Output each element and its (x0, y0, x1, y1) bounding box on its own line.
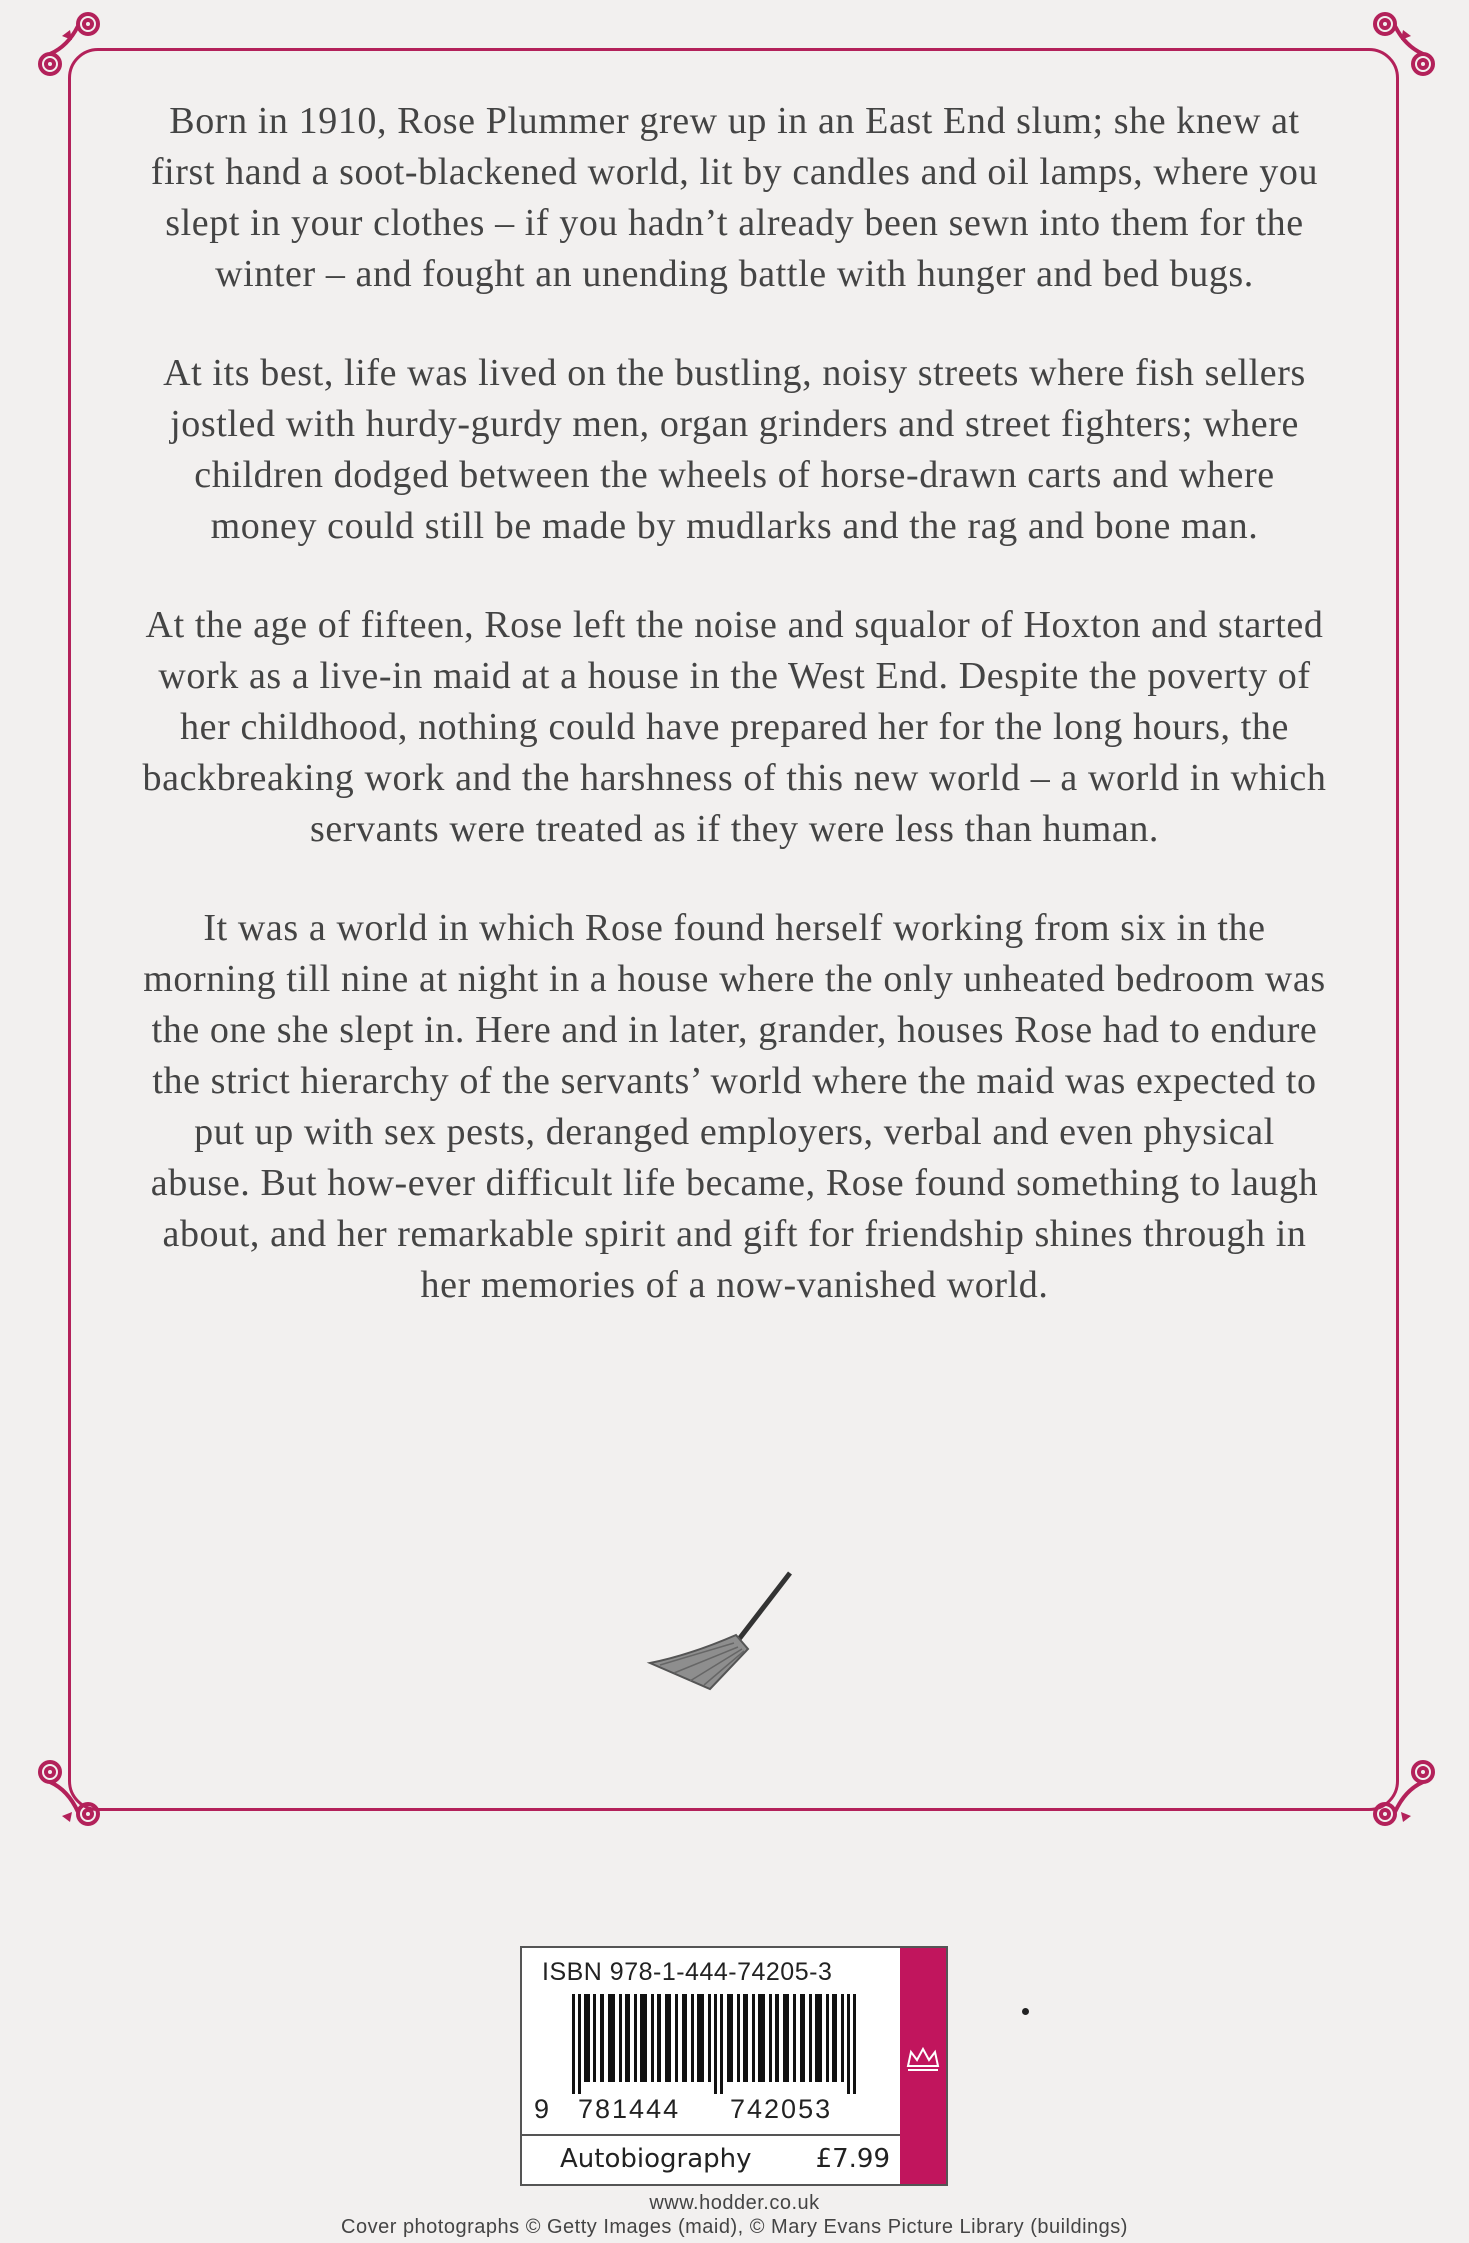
blurb-text (140, 96, 1329, 1359)
flourish-corner-icon (1335, 6, 1445, 116)
price-label: £7.99 (815, 2144, 890, 2174)
stray-dot (1022, 2008, 1029, 2015)
isbn-label: ISBN 978-1-444-74205-3 (542, 1958, 833, 1986)
flourish-corner-icon (28, 6, 138, 116)
barcode-digit-first: 9 (534, 2094, 552, 2124)
publisher-website: www.hodder.co.uk (649, 2192, 820, 2214)
blurb-paragraph: At its best, life was lived on the bustling, noisy streets where fish sellers jostled with hurdy-gurdy men, organ grinders and street fighters; where children dodged between the wheels of horse-drawn carts and where money could still be made by mudlarks and the rag and bone man. (163, 352, 1306, 547)
flourish-corner-icon (28, 1740, 138, 1850)
crown-icon (905, 2044, 941, 2074)
blurb-paragraph: Born in 1910, Rose Plummer grew up in an East End slum; she knew at first hand a soot-blackened world, lit by candles and oil lamps, where you slept in your clothes – if you hadn’t already been sewn into them for the winter – and fought an unending battle with hunger and bed bugs. (150, 100, 1319, 295)
genre-label: Autobiography (560, 2144, 752, 2174)
barcode-digits-right: 742053 (730, 2094, 833, 2124)
barcode-icon (572, 1994, 862, 2094)
broom-icon (640, 1565, 800, 1695)
publisher-strip (900, 1948, 946, 2184)
flourish-corner-icon (1335, 1740, 1445, 1850)
photo-credits: Cover photographs © Getty Images (maid), © Mary Evans Picture Library (buildings) (341, 2216, 1128, 2238)
barcode-digits-left: 781444 (578, 2094, 681, 2124)
barcode-panel (520, 1946, 948, 2186)
blurb-paragraph: At the age of fifteen, Rose left the noise and squalor of Hoxton and started work as a live-in maid at a house in the West End. Despite the poverty of her childhood, nothing could have prepared her for the long hours, the backbreaking work and the harshness of this new world – a world in which servants were treated as if they were less than human. (142, 604, 1327, 850)
blurb-paragraph: It was a world in which Rose found herself working from six in the morning till nine at night in a house where the only unheated bedroom was the one she slept in. Here and in later, grander, houses Rose had to endure the strict hierarchy of the servants’ world where the maid was expected to put up with sex pests, deranged employers, verbal and even physical abuse. But how-ever difficult life became, Rose found something to laugh about, and her remarkable spirit and gift for friendship shines through in her memories of a now-vanished world. (143, 907, 1326, 1306)
barcode-divider (522, 2134, 900, 2136)
